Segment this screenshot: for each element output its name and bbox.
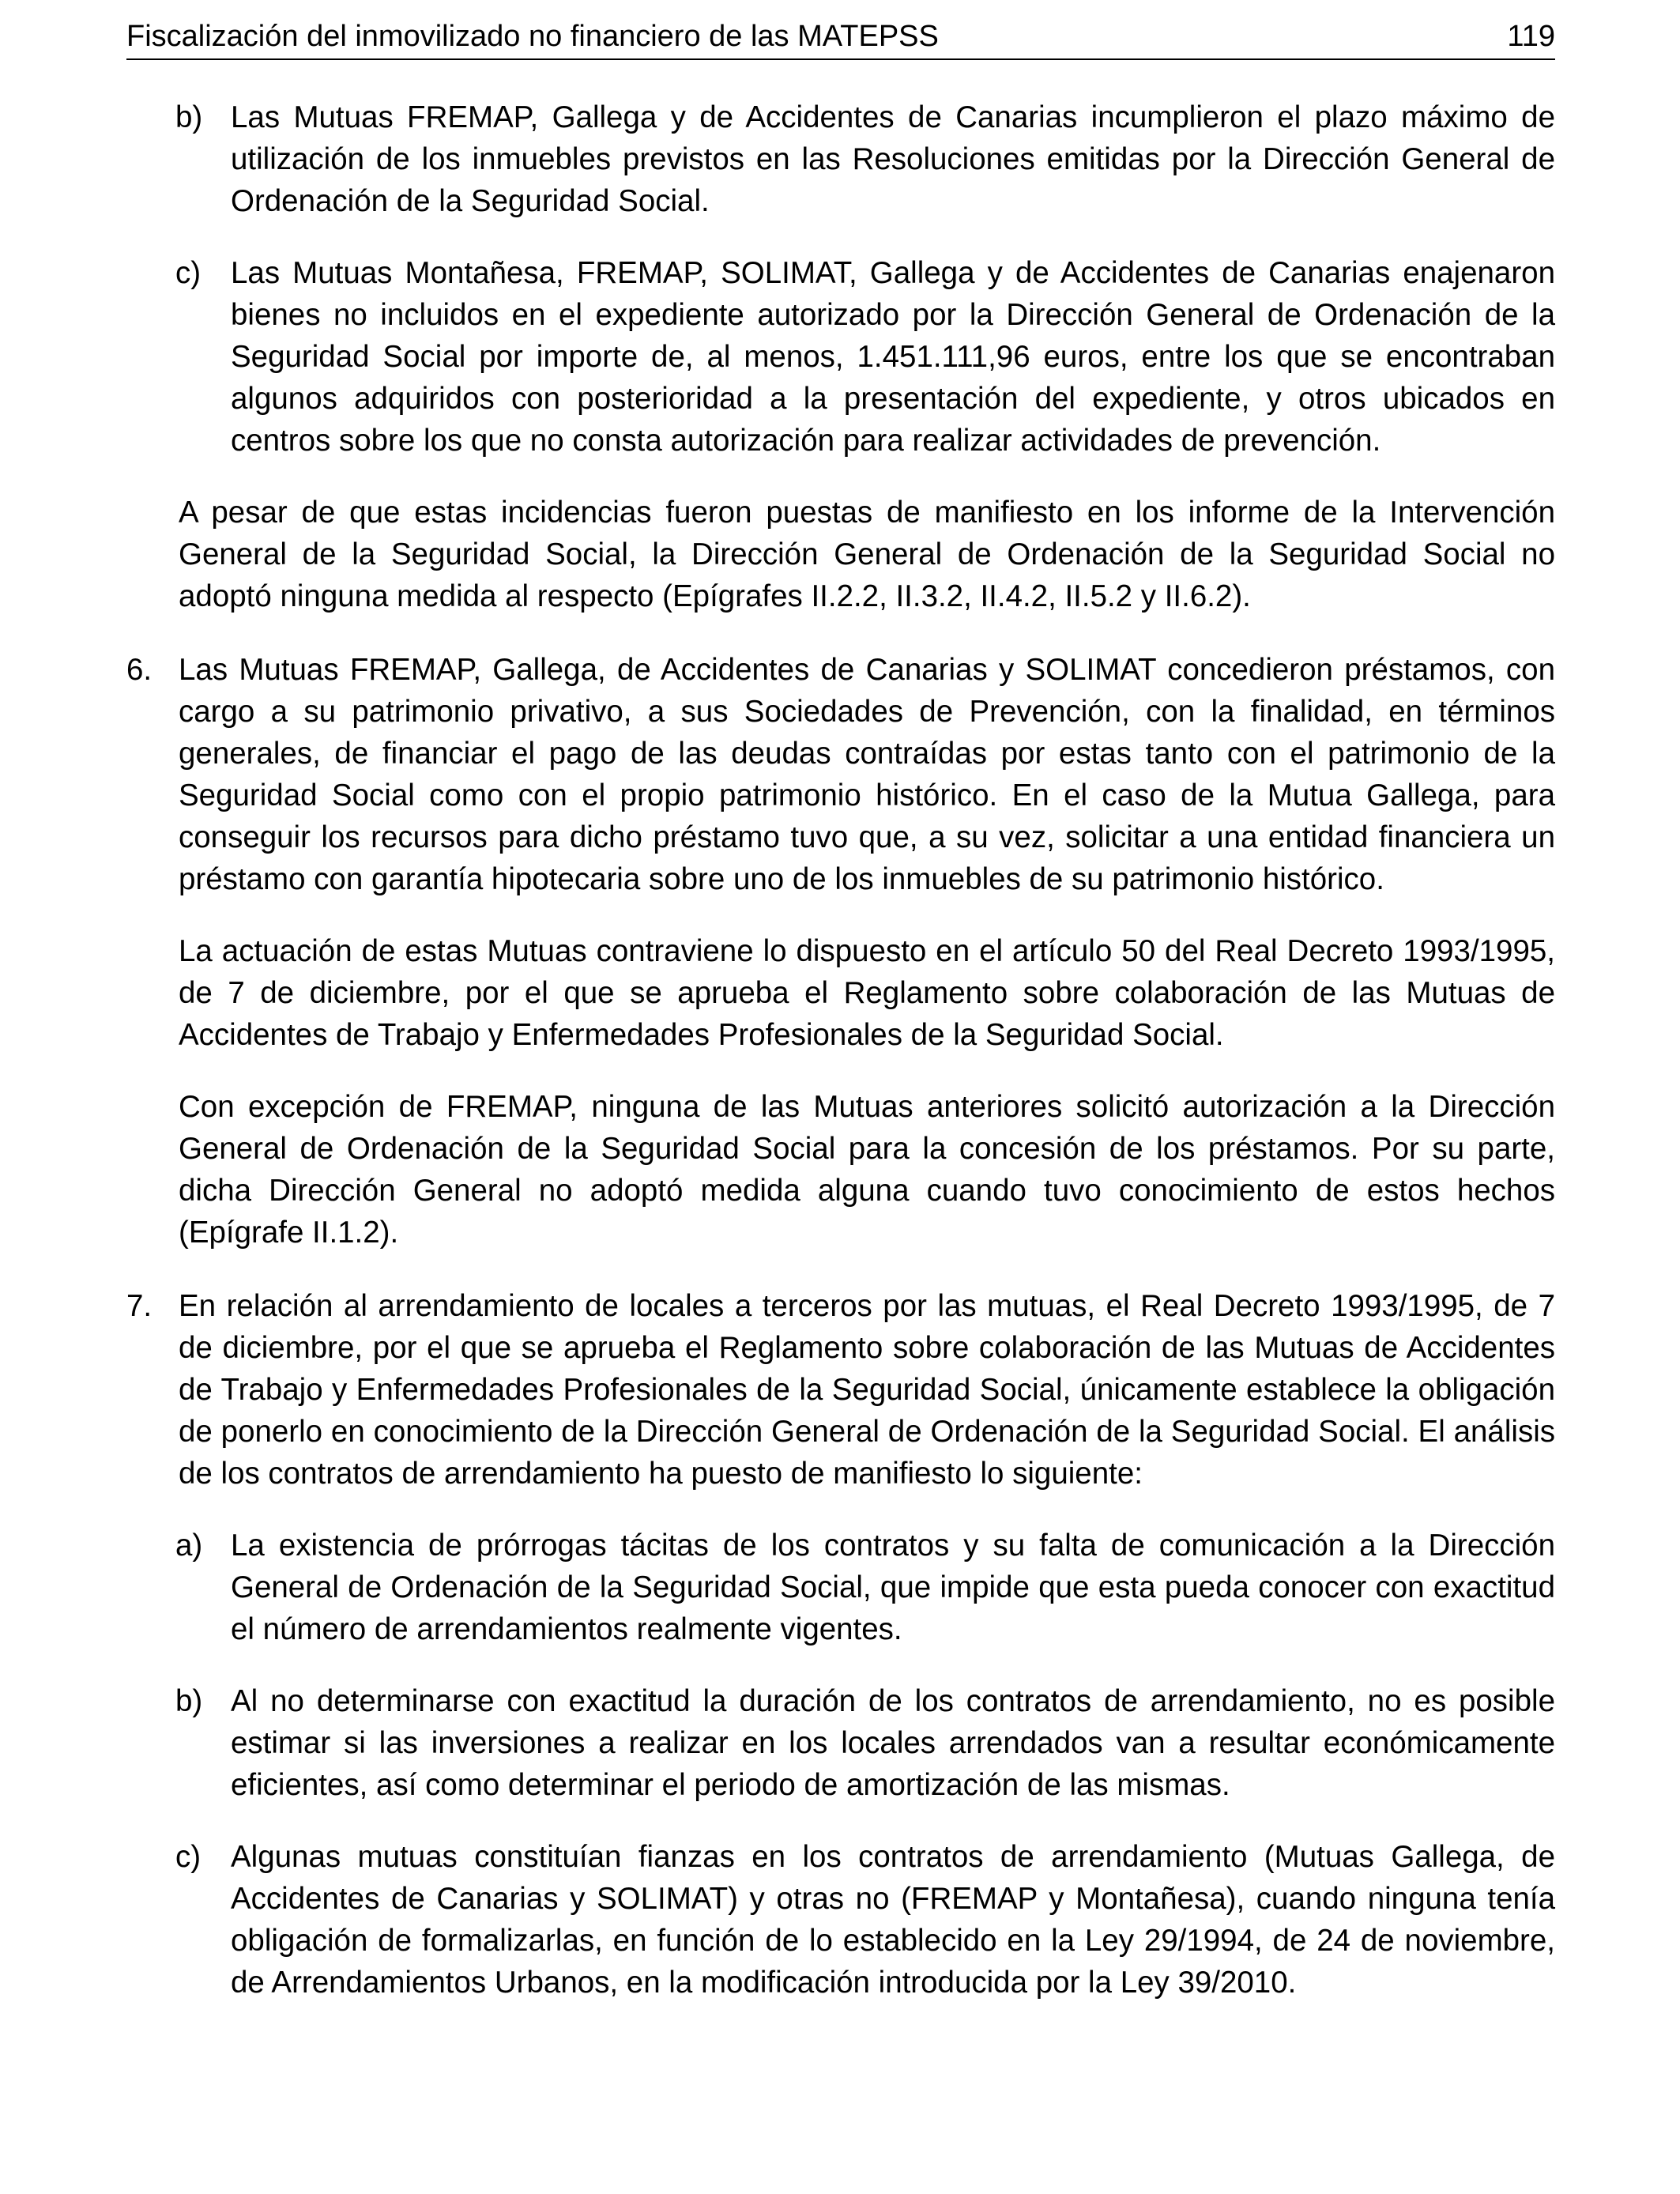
list-item-text: Algunas mutuas constituían fianzas en los contratos de arrendamiento (Mutuas Gallega, de Accidentes de Canarias y SOLIMAT) y otras no (FREMAP y Montañesa), cuando ninguna tenía obligación de formalizarlas, en función de lo establecido en la Ley 29/1994, de 24 de noviembre, de Arrendamientos Urbanos, en la modificación introducida por la Ley 39/2010.: [231, 1840, 1555, 2000]
list-item-text: Las Mutuas FREMAP, Gallega, de Accidentes de Canarias y SOLIMAT concedieron préstamos, con cargo a su patrimonio privativo, a sus Sociedades de Prevención, con la finalidad, en términos generales, de financiar el pago de las deudas contraídas por estas tanto con el patrimonio de la Seguridad Social como con el propio patrimonio histórico. En el caso de la Mutua Gallega, para conseguir los recursos para dicho préstamo tuvo que, a su vez, solicitar a una entidad financiera un préstamo con garantía hipotecaria sobre uno de los inmuebles de su patrimonio histórico.: [179, 653, 1555, 896]
list-label: a): [175, 1529, 203, 1563]
list-item-text: Las Mutuas Montañesa, FREMAP, SOLIMAT, Gallega y de Accidentes de Canarias enajenaron bienes no incluidos en el expediente autorizado por la Dirección General de Ordenación de la Seguridad Social por importe de, al menos, 1.451.111,96 euros, entre los que se encontraban algunos adquiridos con posterioridad a la presentación del expediente, y otros ubicados en centros sobre los que no consta autorización para realizar actividades de prevención.: [231, 256, 1555, 458]
list-item-text: La existencia de prórrogas tácitas de los contratos y su falta de comunicación a la Dirección General de Ordenación de la Seguridad Social, que impide que esta pueda conocer con exactitud el número de arrendamientos realmente vigentes.: [231, 1529, 1555, 1646]
list-item-text: En relación al arrendamiento de locales a terceros por las mutuas, el Real Decreto 1993/1995, de 7 de diciembre, por el que se aprueba el Reglamento sobre colaboración de las Mutuas de Accidentes de Trabajo y Enfermedades Profesionales de la Seguridad Social, únicamente establece la obligación de ponerlo en conocimiento de la Dirección General de Ordenación de la Seguridad Social. El análisis de los contratos de arrendamiento ha puesto de manifiesto lo siguiente:: [179, 1289, 1555, 1491]
list-label: b): [175, 1684, 203, 1718]
list-label: 6.: [126, 653, 153, 687]
document-body: [126, 96, 1555, 2004]
list-label: b): [175, 100, 203, 134]
paragraph-a-pesar: A pesar de que estas incidencias fueron puestas de manifiesto en los informe de la Intervención General de la Seguridad Social, la Dirección General de Ordenación de la Seguridad Social no adoptó ninguna medida al respecto (Epígrafes II.2.2, II.3.2, II.4.2, II.5.2 y II.6.2).: [179, 496, 1555, 613]
list-item-c-2: [126, 1836, 1555, 2004]
list-item-b-2: [126, 1680, 1555, 1806]
list-label: 7.: [126, 1289, 153, 1323]
numbered-item-7: [126, 1285, 1555, 1495]
list-item-text: Las Mutuas FREMAP, Gallega y de Accidentes de Canarias incumplieron el plazo máximo de utilización de los inmuebles previstos en las Resoluciones emitidas por la Dirección General de Ordenación de la Seguridad Social.: [231, 100, 1555, 218]
list-label: c): [175, 1840, 202, 1874]
page-header: [126, 14, 1555, 60]
numbered-item-6: [126, 649, 1555, 900]
paragraph-excepcion: Con excepción de FREMAP, ninguna de las Mutuas anteriores solicitó autorización a la Dirección General de Ordenación de la Seguridad Social para la concesión de los préstamos. Por su parte, dicha Dirección General no adoptó medida alguna cuando tuvo conocimiento de estos hechos (Epígrafe II.1.2).: [179, 1090, 1555, 1250]
header-title: Fiscalización del inmovilizado no financiero de las MATEPSS: [126, 20, 939, 53]
list-item-b-1: [126, 96, 1555, 222]
list-item-a-2: [126, 1525, 1555, 1650]
list-label: c): [175, 256, 202, 290]
page-number: 119: [1507, 20, 1555, 53]
list-item-c-1: [126, 252, 1555, 462]
paragraph-actuacion: La actuación de estas Mutuas contraviene lo dispuesto en el artículo 50 del Real Decreto 1993/1995, de 7 de diciembre, por el que se aprueba el Reglamento sobre colaboración de las Mutuas de Accidentes de Trabajo y Enfermedades Profesionales de la Seguridad Social.: [179, 934, 1555, 1052]
list-item-text: Al no determinarse con exactitud la duración de los contratos de arrendamiento, no es posible estimar si las inversiones a realizar en los locales arrendados van a resultar económicamente eficientes, así como determinar el periodo de amortización de las mismas.: [231, 1684, 1555, 1802]
